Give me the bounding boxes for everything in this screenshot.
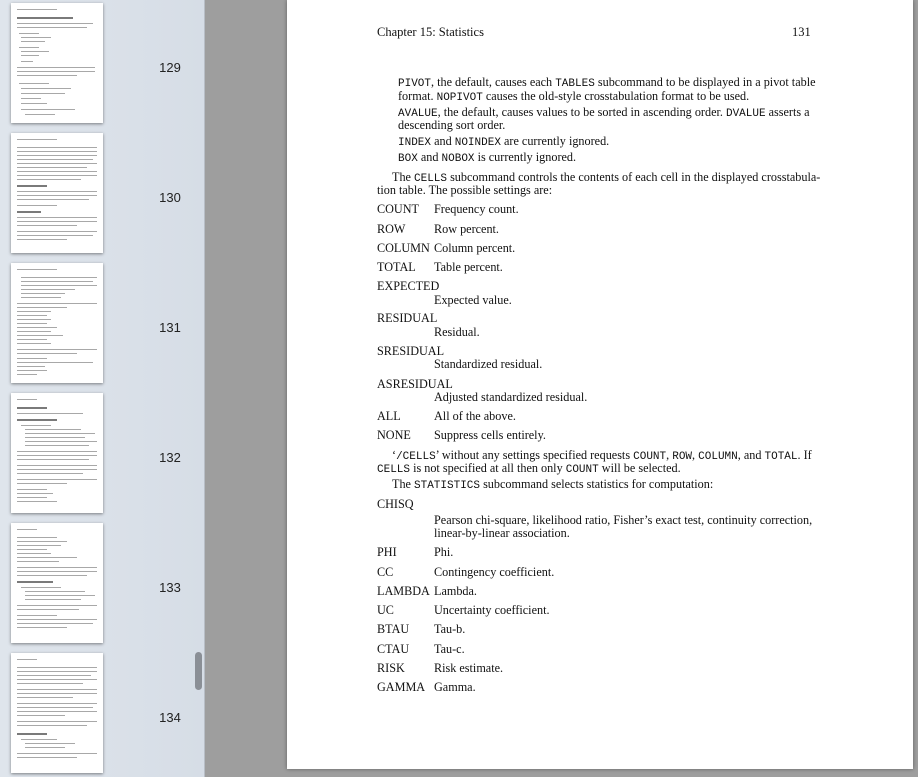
stats-term: GAMMA — [377, 680, 426, 694]
cells-desc: Row percent. — [434, 222, 499, 236]
cells-term: COLUMN — [377, 241, 430, 255]
cells-term: ROW — [377, 222, 406, 236]
page-number-label: 131 — [159, 320, 181, 335]
cells-term: COUNT — [377, 202, 419, 216]
stats-term: UC — [377, 603, 394, 617]
sidebar-scrollbar[interactable] — [192, 0, 204, 777]
document-view[interactable] — [205, 0, 918, 777]
document-page — [287, 0, 913, 769]
running-header: Chapter 15: Statistics — [377, 25, 484, 39]
thumbnail-row[interactable] — [0, 3, 190, 125]
cells-term: ALL — [377, 409, 401, 423]
cells-term: TOTAL — [377, 260, 416, 274]
page-thumbnail[interactable] — [11, 3, 103, 123]
cells-term: SRESIDUAL — [377, 344, 445, 358]
page-number-label: 129 — [159, 60, 181, 75]
stats-desc: Phi. — [434, 545, 454, 559]
stats-term: CC — [377, 565, 394, 579]
thumbnail-row[interactable] — [0, 263, 190, 385]
page-thumbnail[interactable] — [11, 523, 103, 643]
cells-term: RESIDUAL — [377, 311, 438, 325]
index-line: INDEX and NOINDEX are currently ignored. — [398, 134, 610, 149]
stats-intro: The STATISTICS subcommand selects statistics for computation: — [392, 477, 714, 492]
page-thumbnail[interactable] — [11, 133, 103, 253]
scrollbar-thumb[interactable] — [195, 652, 202, 690]
avalue-line-1: AVALUE, the default, causes values to be sorted in ascending order. DVALUE asserts a — [398, 105, 810, 120]
avalue-line-2: descending sort order. — [398, 118, 506, 132]
thumbnail-row[interactable] — [0, 393, 190, 515]
stats-desc: Lambda. — [434, 584, 477, 598]
stats-desc: Tau-c. — [434, 642, 465, 656]
stats-desc: Risk estimate. — [434, 661, 504, 675]
page-number-label: 130 — [159, 190, 181, 205]
cells-term: EXPECTED — [377, 279, 440, 293]
page-thumbnail[interactable] — [11, 653, 103, 773]
stats-desc: Tau-b. — [434, 622, 466, 636]
cells-intro-line-1: The CELLS subcommand controls the contents of each cell in the displayed crosstabula- — [392, 170, 821, 185]
stats-desc: Pearson chi-square, likelihood ratio, Fisher’s exact test, continuity correction, — [434, 513, 813, 527]
thumbnail-row[interactable] — [0, 653, 190, 775]
cells-desc: Standardized residual. — [434, 357, 543, 371]
cells-term: NONE — [377, 428, 411, 442]
cells-desc: All of the above. — [434, 409, 516, 423]
cells-intro-line-2: tion table. The possible settings are: — [377, 183, 553, 197]
thumbnail-sidebar[interactable] — [0, 0, 205, 777]
pivot-line-2: format. NOPIVOT causes the old-style crosstabulation format to be used. — [398, 89, 750, 104]
page-number-label: 132 — [159, 450, 181, 465]
stats-desc: linear-by-linear association. — [434, 526, 570, 540]
cells-term: ASRESIDUAL — [377, 377, 453, 391]
stats-desc: Contingency coefficient. — [434, 565, 555, 579]
stats-term: CHISQ — [377, 497, 414, 511]
thumbnail-row[interactable] — [0, 133, 190, 255]
cells-note-line-2: CELLS is not specified at all then only COUNT will be selected. — [377, 461, 681, 476]
pivot-line-1: PIVOT, the default, causes each TABLES subcommand to be displayed in a pivot table — [398, 75, 816, 90]
stats-desc: Uncertainty coefficient. — [434, 603, 550, 617]
stats-term: PHI — [377, 545, 397, 559]
cells-desc: Column percent. — [434, 241, 516, 255]
page-number-label: 134 — [159, 710, 181, 725]
page-thumbnail[interactable] — [11, 393, 103, 513]
page-number: 131 — [792, 25, 811, 39]
cells-desc: Expected value. — [434, 293, 512, 307]
cells-desc: Frequency count. — [434, 202, 519, 216]
stats-desc: Gamma. — [434, 680, 476, 694]
page-thumbnail[interactable] — [11, 263, 103, 383]
cells-note-line-1: ‘/CELLS’ without any settings specified requests COUNT, ROW, COLUMN, and TOTAL. If — [392, 448, 812, 463]
stats-term: CTAU — [377, 642, 410, 656]
stats-term: BTAU — [377, 622, 410, 636]
page-number-label: 133 — [159, 580, 181, 595]
thumbnail-row[interactable] — [0, 523, 190, 645]
cells-desc: Table percent. — [434, 260, 503, 274]
cells-desc: Residual. — [434, 325, 480, 339]
cells-desc: Adjusted standardized residual. — [434, 390, 588, 404]
box-line: BOX and NOBOX is currently ignored. — [398, 150, 577, 165]
stats-term: RISK — [377, 661, 405, 675]
stats-term: LAMBDA — [377, 584, 430, 598]
cells-desc: Suppress cells entirely. — [434, 428, 546, 442]
